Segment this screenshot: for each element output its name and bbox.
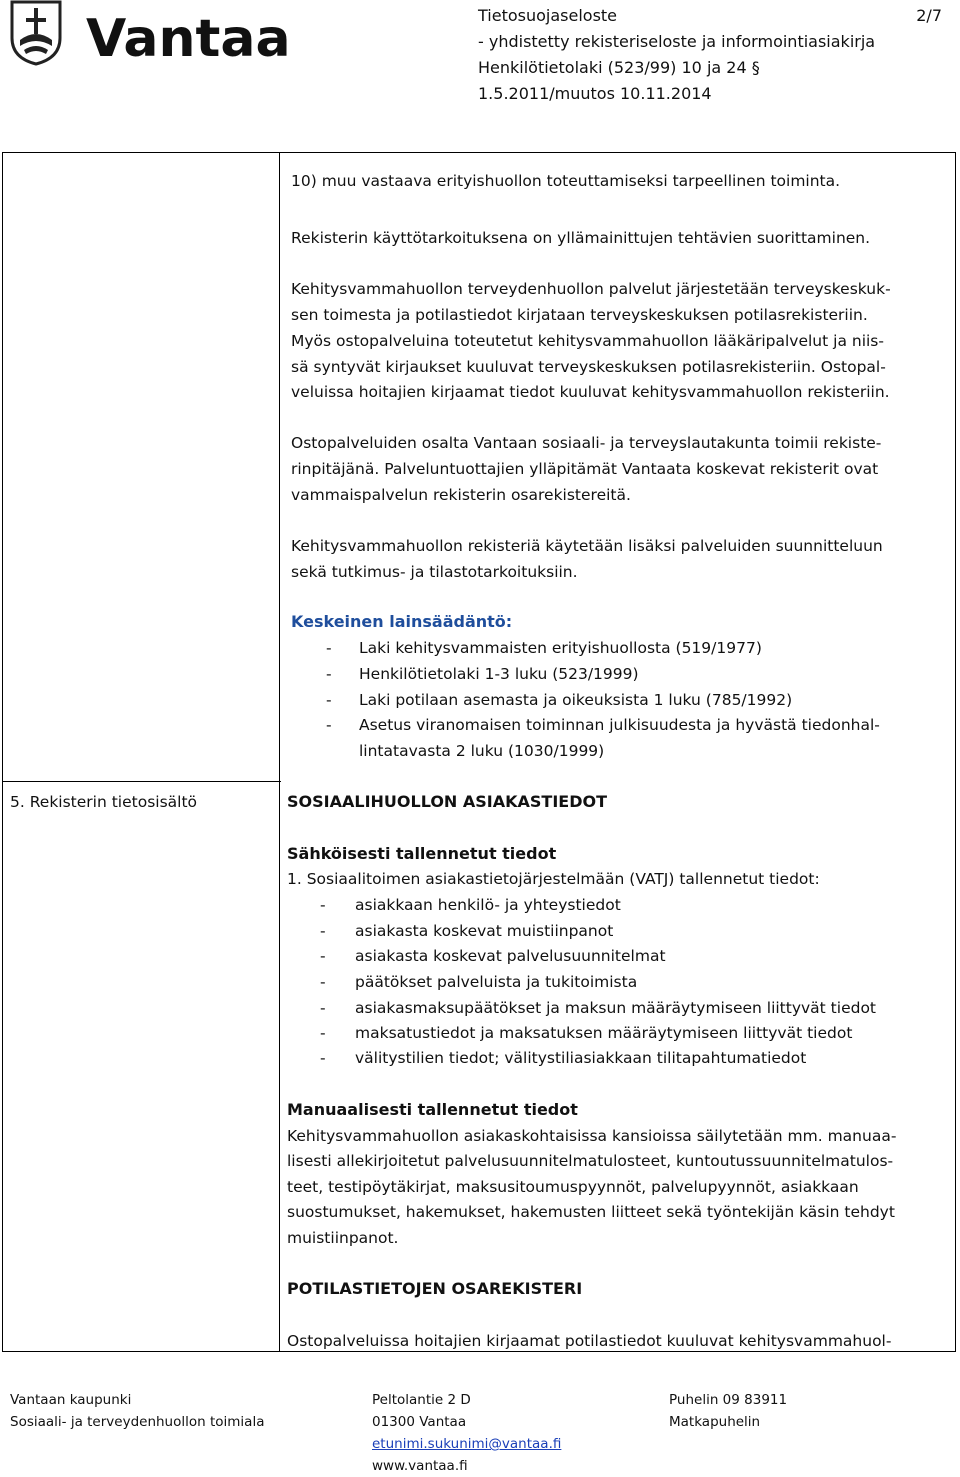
footer-address [372,1389,561,1477]
footer-org [10,1389,264,1433]
patient-line: Ostopalveluissa hoitajien kirjaamat potilastiedot kuuluvat kehitysvammahuol- [287,1332,892,1350]
vatj-item: välitystilien tiedot; välitystiliasiakkaan tilitapahtumatiedot [355,1049,807,1067]
list-dash: - [320,1049,326,1067]
law-item: Laki kehitysvammaisten erityishuollosta (519/1977) [359,639,762,657]
paragraph-line: Kehitysvammahuollon terveydenhuollon palvelut järjestetään terveyskeskuk- [291,280,891,298]
paragraph-line: 10) muu vastaava erityishuollon toteuttamiseksi tarpeellinen toiminta. [291,172,841,190]
doc-title: Tietosuojaseloste [478,6,618,25]
manual-line: lisesti allekirjoitetut palvelusuunnitelmatulosteet, kuntoutussuunnitelmatulos- [287,1152,894,1170]
list-dash: - [320,947,326,965]
table-column-divider [279,152,280,1352]
law-item: Asetus viranomaisen toiminnan julkisuudesta ja hyvästä tiedonhal- [359,716,880,734]
coat-of-arms-icon [12,2,60,64]
page-number: 2/7 [916,6,942,25]
doc-date: 1.5.2011/muutos 10.11.2014 [478,84,712,103]
footer-website[interactable]: www.vantaa.fi [372,1458,468,1474]
footer-contact [669,1389,787,1433]
footer-city: Vantaan kaupunki [10,1392,132,1408]
manual-line: suostumukset, hakemukset, hakemusten liitteet sekä työntekijän käsin tehdyt [287,1203,895,1221]
patient-heading: POTILASTIETOJEN OSAREKISTERI [287,1279,583,1298]
vatj-item: maksatustiedot ja maksatuksen määräytymiseen liittyvät tiedot [355,1024,853,1042]
list-dash: - [320,973,326,991]
vatj-item: asiakasta koskevat palvelusuunnitelmat [355,947,666,965]
law-item-continued: lintatavasta 2 luku (1030/1999) [359,742,605,760]
paragraph-line: Kehitysvammahuollon rekisteriä käytetään lisäksi palveluiden suunnitteluun [291,537,883,555]
paragraph-line: sekä tutkimus- ja tilastotarkoituksiin. [291,563,578,581]
vatj-line: 1. Sosiaalitoimen asiakastietojärjestelmään (VATJ) tallennetut tiedot: [287,870,820,888]
vatj-item: asiakkaan henkilö- ja yhteystiedot [355,896,621,914]
manual-line: teet, testipöytäkirjat, maksusitoumuspyynnöt, palvelupyynnöt, asiakkaan [287,1178,859,1196]
paragraph-line: rinpitäjänä. Palveluntuottajien ylläpitämät Vantaata koskevat rekisterit ovat [291,460,879,478]
list-dash: - [326,639,332,657]
footer-street: Peltolantie 2 D [372,1392,471,1408]
list-dash: - [326,691,332,709]
paragraph-line: Rekisterin käyttötarkoituksena on yllämainittujen tehtävien suorittaminen. [291,229,871,247]
paragraph-line: veluissa hoitajien kirjaamat tiedot kuuluvat kehitysvammahuollon rekisteriin. [291,383,890,401]
vatj-item: asiakasta koskevat muistiinpanot [355,922,614,940]
doc-law-reference: Henkilötietolaki (523/99) 10 ja 24 § [478,58,760,77]
manual-line: Kehitysvammahuollon asiakaskohtaisissa kansioissa säilytetään mm. manuaa- [287,1127,897,1145]
footer-phone: Puhelin 09 83911 [669,1392,788,1408]
law-heading: Keskeinen lainsäädäntö: [291,612,513,631]
paragraph-line: Myös ostopalveluina toteutetut kehitysvammahuollon lääkäripalvelut ja niis- [291,332,884,350]
paragraph-line: Ostopalveluiden osalta Vantaan sosiaali- ja terveyslautakunta toimii rekiste- [291,434,882,452]
paragraph-line: sen toimesta ja potilastiedot kirjataan terveyskeskuksen potilasrekisteriin. [291,306,868,324]
footer-email-link[interactable]: etunimi.sukunimi@vantaa.fi [372,1436,562,1452]
footer-mobile: Matkapuhelin [669,1414,761,1430]
doc-subtitle: - yhdistetty rekisteriseloste ja informointiasiakirja [478,32,876,51]
footer-postal: 01300 Vantaa [372,1414,467,1430]
list-dash: - [320,922,326,940]
vantaa-logo [8,0,298,66]
document-header [478,3,875,107]
paragraph-line: sä syntyvät kirjaukset kuuluvat terveyskeskuksen potilasrekisteriin. Ostopal- [291,358,886,376]
list-dash: - [320,999,326,1017]
electronic-heading: Sähköisesti tallennetut tiedot [287,844,557,863]
list-dash: - [326,665,332,683]
table-row-divider [2,781,281,782]
manual-line: muistiinpanot. [287,1229,399,1247]
list-dash: - [320,1024,326,1042]
list-dash: - [320,896,326,914]
section-label: 5. Rekisterin tietosisältö [10,793,198,811]
law-item: Laki potilaan asemasta ja oikeuksista 1 luku (785/1992) [359,691,793,709]
list-dash: - [326,716,332,734]
logo-wordmark: Vantaa [86,9,291,66]
law-item: Henkilötietolaki 1-3 luku (523/1999) [359,665,639,683]
section-heading: SOSIAALIHUOLLON ASIAKASTIEDOT [287,792,608,811]
footer-department: Sosiaali- ja terveydenhuollon toimiala [10,1414,265,1430]
vatj-item: päätökset palveluista ja tukitoimista [355,973,638,991]
manual-heading: Manuaalisesti tallennetut tiedot [287,1100,578,1119]
paragraph-line: vammaispalvelun rekisterin osarekistereitä. [291,486,631,504]
vatj-item: asiakasmaksupäätökset ja maksun määräytymiseen liittyvät tiedot [355,999,877,1017]
